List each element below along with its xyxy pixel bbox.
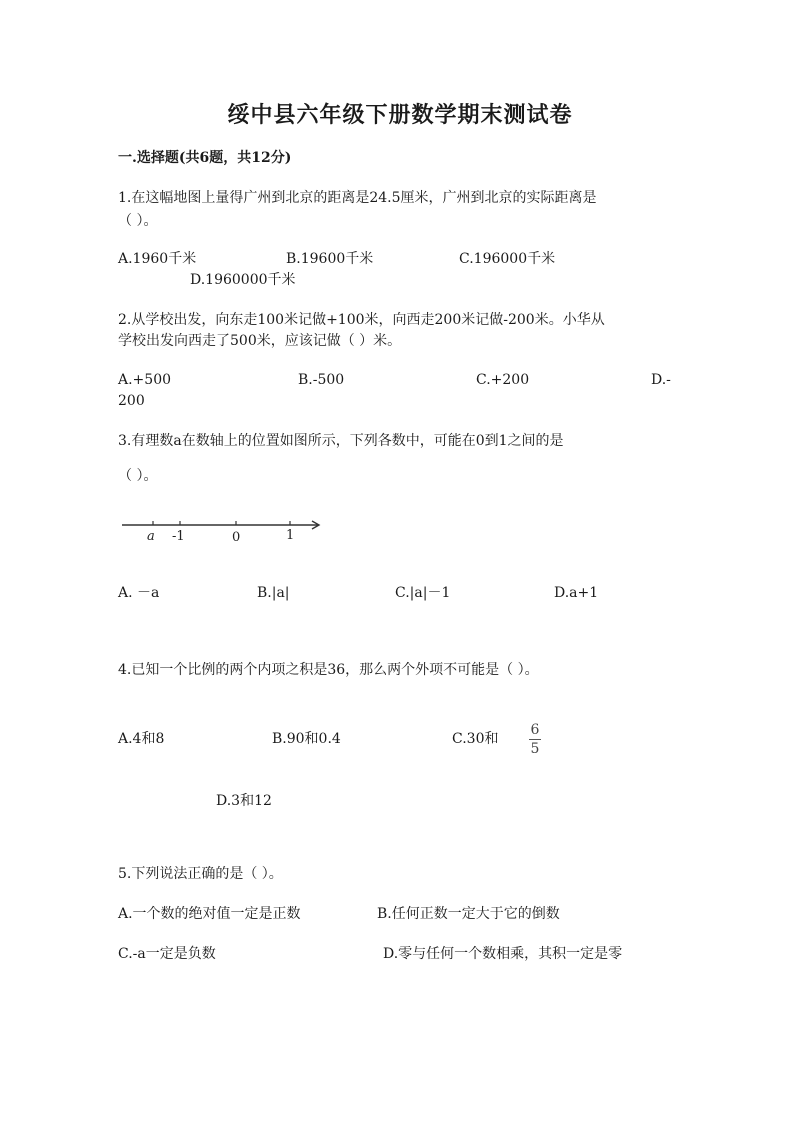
- fraction-bar: [529, 739, 541, 740]
- number-line-label-0: 0: [232, 530, 241, 545]
- q3-stem-line2: （ ）。: [118, 468, 158, 484]
- q1-option-a: A.1960千米: [118, 251, 197, 267]
- section-heading: 一.选择题(共6题，共12分): [118, 150, 292, 166]
- q4-option-c: C.30和: [452, 731, 499, 747]
- fraction-numerator: 6: [530, 722, 540, 738]
- number-line-label-a: a: [147, 529, 155, 544]
- q1-stem-line1: 1.在这幅地图上量得广州到北京的距离是24.5厘米，广州到北京的实际距离是: [118, 190, 597, 206]
- q5-option-c: C.-a一定是负数: [118, 946, 216, 962]
- q5-stem: 5.下列说法正确的是（ ）。: [118, 866, 283, 882]
- q5-option-b: B.任何正数一定大于它的倒数: [377, 906, 560, 922]
- q3-option-c: C.|a|－1: [395, 585, 451, 601]
- q2-stem-line1: 2.从学校出发，向东走100米记做+100米，向西走200米记做-200米。小华从: [118, 312, 605, 328]
- q2-option-b: B.-500: [298, 372, 345, 388]
- number-line-label-neg1: -1: [172, 529, 185, 544]
- q3-option-d: D.a+1: [554, 585, 599, 601]
- q2-option-a: A.+500: [118, 372, 172, 388]
- q3-option-a: A. －a: [118, 585, 160, 601]
- q2-stem-line2: 学校出发向西走了500米，应该记做（ ）米。: [118, 333, 402, 349]
- q4-option-b: B.90和0.4: [272, 731, 341, 747]
- q3-option-b: B.|a|: [257, 585, 290, 601]
- number-line-label-1: 1: [286, 528, 295, 543]
- q2-option-d-cont: 200: [118, 393, 145, 409]
- q4-stem: 4.已知一个比例的两个内项之积是36，那么两个外项不可能是（ ）。: [118, 662, 539, 678]
- page-title: 绥中县六年级下册数学期末测试卷: [227, 102, 573, 128]
- q1-option-c: C.196000千米: [459, 251, 556, 267]
- q2-option-c: C.+200: [476, 372, 530, 388]
- q5-option-d: D.零与任何一个数相乘，其积一定是零: [383, 946, 623, 962]
- q4-fraction: [529, 723, 541, 756]
- q4-option-a: A.4和8: [118, 731, 165, 747]
- fraction-denominator: 5: [530, 741, 540, 757]
- q3-stem-line1: 3.有理数a在数轴上的位置如图所示，下列各数中，可能在0到1之间的是: [118, 433, 564, 449]
- q1-option-b: B.19600千米: [286, 251, 374, 267]
- q5-option-a: A.一个数的绝对值一定是正数: [118, 906, 301, 922]
- number-line-figure: [118, 515, 328, 547]
- q1-stem-line2: （ ）。: [118, 213, 158, 229]
- q4-option-d: D.3和12: [216, 793, 272, 809]
- q1-option-d: D.1960000千米: [190, 272, 296, 288]
- q2-option-d: D.-: [651, 372, 671, 388]
